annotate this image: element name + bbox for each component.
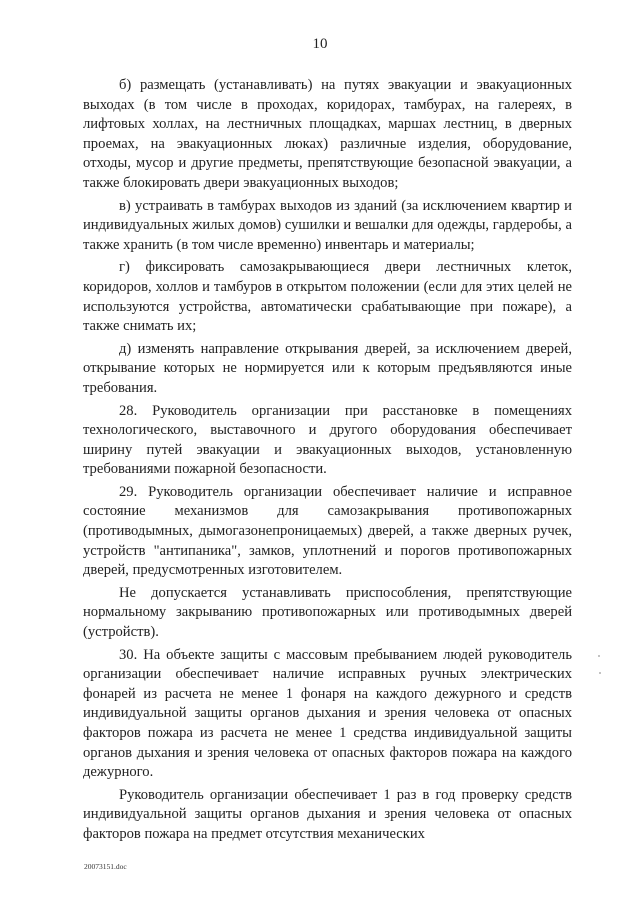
paragraph-clause-29: 29. Руководитель организации обеспечивает наличие и исправное состояние механизмов для самозакрывания противопожарных (противодымных, дымогазонепроницаемых) дверей, а также дверных ручек, устройств "антипаника", замков, уплотнений и порогов противопожарных дверей, предусмотренных изготовителем.: [83, 483, 572, 579]
paragraph-clause-28: 28. Руководитель организации при расстановке в помещениях технологического, выставочного и другого оборудования обеспечивает ширину путей эвакуации и эвакуационных выходов, установленную требованиями пожарной безопасности.: [83, 402, 572, 478]
footer-file-code: 20073151.doc: [84, 862, 127, 871]
paragraph-clause-30: 30. На объекте защиты с массовым пребыванием людей руководитель организации обеспечивает наличие исправных ручных электрических фонарей из расчета не менее 1 фонаря на каждого дежурного и средств индивидуальной защиты органов дыхания и зрения человека от опасных факторов пожара из расчета не менее 1 средства индивидуальной защиты органов дыхания и зрения человека от опасных факторов пожара на каждого дежурного.: [83, 646, 572, 781]
paragraph-item-g: г) фиксировать самозакрывающиеся двери лестничных клеток, коридоров, холлов и тамбуров в открытом положении (если для этих целей не используются устройства, автоматически срабатывающие при пожаре), а также снимать их;: [83, 259, 572, 335]
paragraph-item-v: в) устраивать в тамбурах выходов из зданий (за исключением квартир и индивидуальных жилых домов) сушилки и вешалки для одежды, гардеробы, а также хранить (в том числе временно) инвентарь и материалы;: [83, 197, 572, 253]
paragraph-clause-29-note: Не допускается устанавливать приспособления, препятствующие нормальному закрыванию противопожарных или противодымных дверей (устройств).: [83, 584, 572, 641]
scan-speck: [599, 672, 601, 674]
paragraph-clause-30-continued: Руководитель организации обеспечивает 1 раз в год проверку средств индивидуальной защиты органов дыхания и зрения человека от опасных факторов пожара на предмет отсутствия механических: [83, 786, 572, 842]
paragraph-item-b: б) размещать (устанавливать) на путях эвакуации и эвакуационных выходах (в том числе в проходах, коридорах, тамбурах, на галереях, в лифтовых холлах, на лестничных площадках, маршах лестниц, в дверных проемах, на эвакуационных люках) различные изделия, оборудование, отходы, мусор и другие предметы, препятствующие безопасной эвакуации, а также блокировать двери эвакуационных выходов;: [83, 77, 572, 191]
page-number: 10: [312, 36, 328, 52]
scan-speck: [598, 655, 600, 657]
document-body: [83, 76, 572, 845]
paragraph-item-d: д) изменять направление открывания дверей, за исключением дверей, открывание которых не нормируется или к которым предъявляются иные требования.: [83, 340, 572, 396]
